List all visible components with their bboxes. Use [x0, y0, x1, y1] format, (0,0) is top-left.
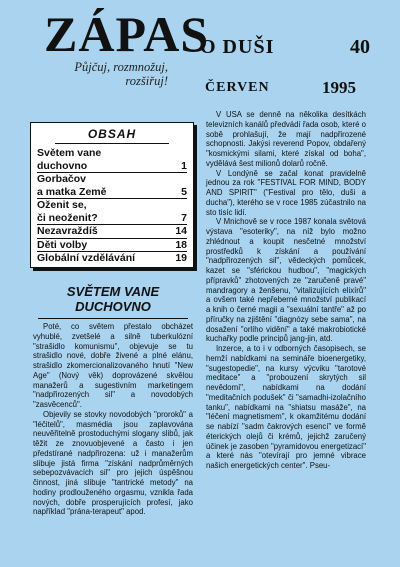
issue-month: ČERVEN	[205, 80, 270, 95]
toc-item-page: 5	[181, 185, 187, 198]
toc-item[interactable]	[37, 251, 187, 265]
toc-item-label: Nezavraždíš	[37, 225, 98, 237]
toc-item-label: Děti volby	[37, 238, 88, 251]
paragraph: V Londýně se začal konat pravidelně jednou za rok "FESTIVAL FOR MIND, BODY AND SPIRIT" ("Festival pro tělo, duši a ducha"), kterého se v roce 1985 zúčastnilo na sto tisíc lidí.	[206, 168, 366, 217]
toc-item-page: 7	[181, 211, 187, 224]
paragraph: Poté, co světem přestalo obcházet vyhublé, zvetšelé a silně tuberkulózní "strašidlo komunismu", objevuje se tu strašidlo nové, dobře živené a plné elánu, strašidlo zkomercionalizovaného hnutí "New Age" (Nový věk) doprovázené skvělou manažerů a sugestivním marketingem "nadpřirozených sil" a novodobých "zasvěcenců".	[33, 322, 193, 409]
toc-item-label: či neoženit?	[37, 211, 98, 224]
toc-item-page: 1	[181, 159, 187, 172]
toc-item-page: 19	[175, 252, 187, 264]
toc-item[interactable]	[37, 224, 187, 238]
article-column-left	[33, 322, 193, 517]
toc-item-page: 18	[175, 238, 187, 251]
paragraph: V Mnichově se v roce 1987 konala světová výstava "esoteriky", na níž bylo možno zhlédnout a koupit nesčetné množství prostředků k získání a používání "nadpřirozených sil", vědeckých pomůcek, kazet se "sférickou hudbou", "magických přípravků" zhotovených ze "zaručeně pravé" mandragory a ženšenu, "vitalizujících elixírů" a ovšem také nepřeberné množství publikací a knih o černé magii a "sexuální tantře" až po příručky na zjištění "diagnózy sebe sama", na dosažení "orlího vidění" a také makrobiotické kuchařky podle principů jang-jin, atd.	[206, 217, 366, 344]
toc-item-label: Světem vane	[37, 147, 102, 159]
toc-item[interactable]	[37, 147, 187, 160]
toc-item-label: a matka Země	[37, 185, 107, 198]
toc-item[interactable]	[37, 160, 187, 173]
toc-item-page	[173, 147, 187, 160]
toc-item-page: 14	[175, 225, 187, 237]
article-column-right	[206, 110, 366, 471]
slogan-line-2: rozšiřuj!	[125, 74, 168, 88]
article-heading-line-2: DUCHOVNO	[75, 299, 151, 314]
issue-number: 40	[350, 36, 370, 58]
toc-item-page	[173, 173, 187, 186]
table-of-contents	[30, 122, 194, 268]
article-heading-line-1: SVĚTEM VANE	[66, 284, 160, 299]
toc-item[interactable]	[37, 238, 187, 252]
toc-item[interactable]	[37, 186, 187, 199]
magazine-title: ZÁPAS	[44, 6, 210, 62]
toc-item[interactable]	[37, 198, 187, 212]
toc-item[interactable]	[37, 212, 187, 225]
article-heading	[34, 284, 192, 314]
toc-item[interactable]	[37, 172, 187, 186]
magazine-theme: O DUŠI	[200, 36, 275, 58]
magazine-slogan	[46, 60, 168, 88]
heading-divider	[38, 318, 188, 319]
slogan-line-1: Půjčuj, rozmnožuj,	[74, 60, 168, 74]
issue-year: 1995	[322, 78, 356, 97]
toc-item-label: Oženit se,	[37, 199, 87, 211]
toc-item-label: duchovno	[37, 159, 88, 172]
toc-item-label: Globální vzdělávání	[37, 252, 136, 264]
paragraph: Objevily se stovky novodobých "proroků" a "léčitelů", masmédia jsou zaplavována neuvěřitelně prostoduchými slogany slibů, jak těžit ze znovuobjevené a často i jen předstírané nadpřirozena: už i manažerům slibuje jistá firma "získání nadprůměrných sebepozvávacích sil" pro jejich úspěšnou činnost, jiná slibuje "tantrické metody" na hodiny prodlouženého orgasmu, vznikla řada nových, dobře prosperujících profesí, jako například "prána-terapeut" apod.	[33, 409, 193, 517]
paragraph: V USA se denně na několika desítkách televizních kanálů předvádí řada osob, které o sobě prohlašují, že mají nadpřirozené schopnosti. Jakýsi reverend Popov, obdařený "kosmickými silami, které získal od boha", vydělává šest milionů dolarů ročně.	[206, 110, 366, 168]
paragraph: Inzerce, a to i v odborných časopisech, se hemží nabídkami na semináře bioenergetiky, "sugestopedie", na kursy výcviku "tarotové meditace" a "probouzení skrytých sil nevědomí", nabídkami na dodání "meditačních podušek" či "samadhi-izolačního tanku", nabídkami na "shiatsu masáže", na "léčení magnetismem", k okamžitému dodání se nabízí "sadm čakrových esencí" ve formě éterických olejů či krémů, jejichž zaručený účinek je zasoben "pyramidovou energetizací" a které nás "otevírají pro jemné vibrace našich energetických center". Pseu-	[206, 344, 366, 470]
toc-item-page	[173, 199, 187, 212]
toc-heading: OBSAH	[55, 127, 169, 144]
toc-item-label: Gorbačov	[37, 173, 87, 185]
